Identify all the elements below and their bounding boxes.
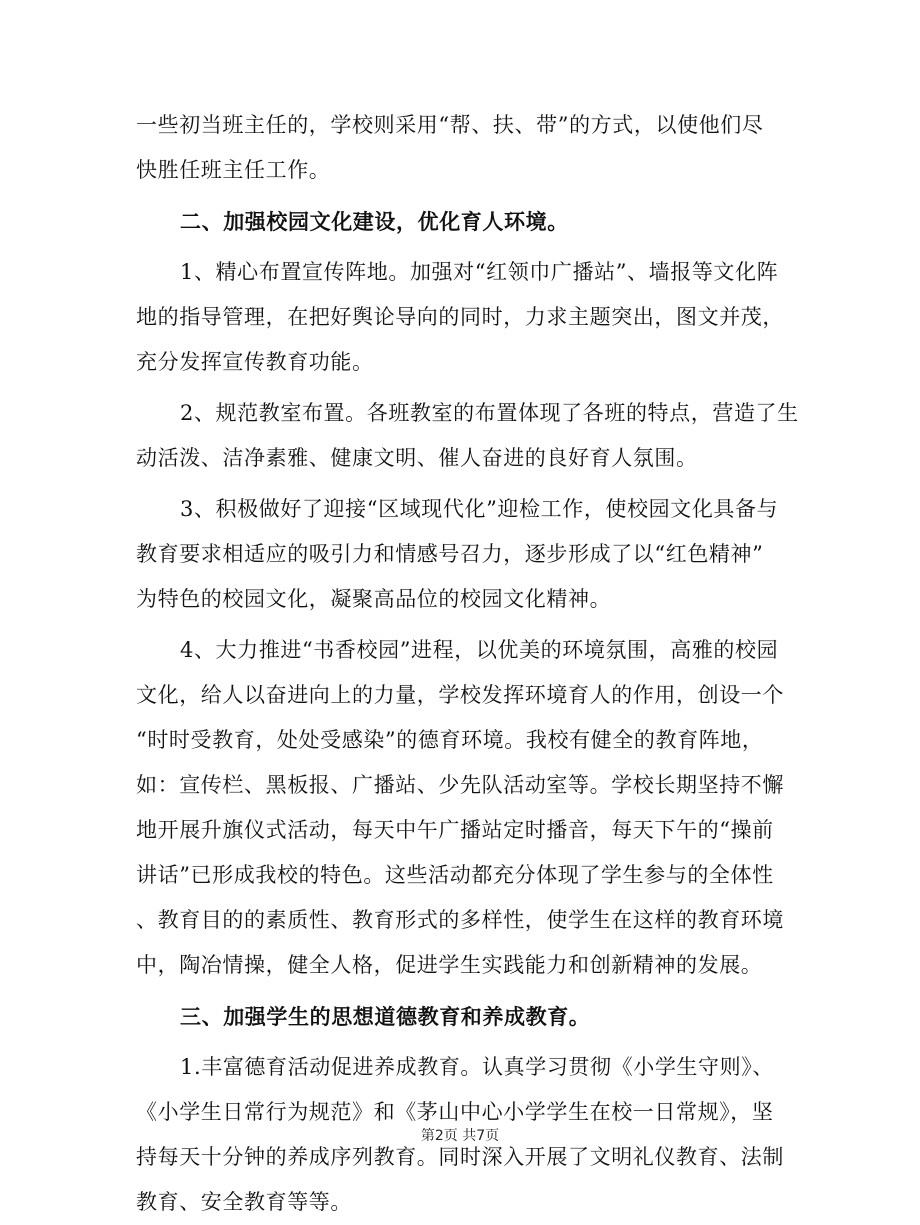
text-line: 动活泼、洁净素雅、健康文明、催人奋进的良好育人氛围。 <box>136 446 698 470</box>
text-line: 《小学生日常行为规范》和《茅山中心小学学生在校一日常规》，坚 <box>136 1100 774 1124</box>
text-line: 4、大力推进“书香校园”进程，以优美的环境氛围，高雅的校园 <box>180 638 779 662</box>
text-line: 讲话”已形成我校的特色。这些活动都充分体现了学生参与的全体性 <box>136 863 774 887</box>
text-line: 、教育目的的素质性、教育形式的多样性，使学生在这样的教育环境 <box>136 908 784 932</box>
text-line: 教育要求相适应的吸引力和情感号召力，逐步形成了以“红色精神” <box>136 542 764 566</box>
text-line: 地的指导管理，在把好舆论导向的同时，力求主题突出，图文并茂， <box>136 305 784 329</box>
text-line: 3、积极做好了迎接“区域现代化”迎检工作，使校园文化具备与 <box>180 497 779 521</box>
text-line: 地开展升旗仪式活动，每天中午广播站定时播音，每天下午的“操前 <box>136 818 774 842</box>
text-line: 充分发挥宣传教育功能。 <box>136 350 374 374</box>
text-line: 一些初当班主任的，学校则采用“帮、扶、带”的方式，以使他们尽 <box>136 113 764 137</box>
text-line: 1、精心布置宣传阵地。加强对“红领巾广播站”、墙报等文化阵 <box>180 260 779 284</box>
text-line: 1.丰富德育活动促进养成教育。认真学习贯彻《小学生守则》、 <box>180 1055 774 1079</box>
text-line: 快胜任班主任工作。 <box>136 158 331 182</box>
text-line: 为特色的校园文化，凝聚高品位的校园文化精神。 <box>136 587 612 611</box>
text-line: 文化，给人以奋进向上的力量，学校发挥环境育人的作用，创设一个 <box>136 683 784 707</box>
document-body <box>136 103 799 1225</box>
section-heading: 三、加强学生的思想道德教育和养成教育。 <box>180 1004 591 1029</box>
text-line: “时时受教育，处处受感染”的德育环境。我校有健全的教育阵地， <box>136 728 764 752</box>
section-heading: 二、加强校园文化建设，优化育人环境。 <box>180 209 569 234</box>
text-line: 中，陶冶情操，健全人格，促进学生实践能力和创新精神的发展。 <box>136 953 763 977</box>
page-number: 第2页 共7页 <box>420 1128 500 1144</box>
text-line: 教育、安全教育等等。 <box>136 1190 352 1214</box>
text-line: 2、规范教室布置。各班教室的布置体现了各班的特点，营造了生 <box>180 401 799 425</box>
text-line: 持每天十分钟的养成序列教育。同时深入开展了文明礼仪教育、法制 <box>136 1145 784 1169</box>
text-line: 如：宣传栏、黑板报、广播站、少先队活动室等。学校长期坚持不懈 <box>136 773 784 797</box>
